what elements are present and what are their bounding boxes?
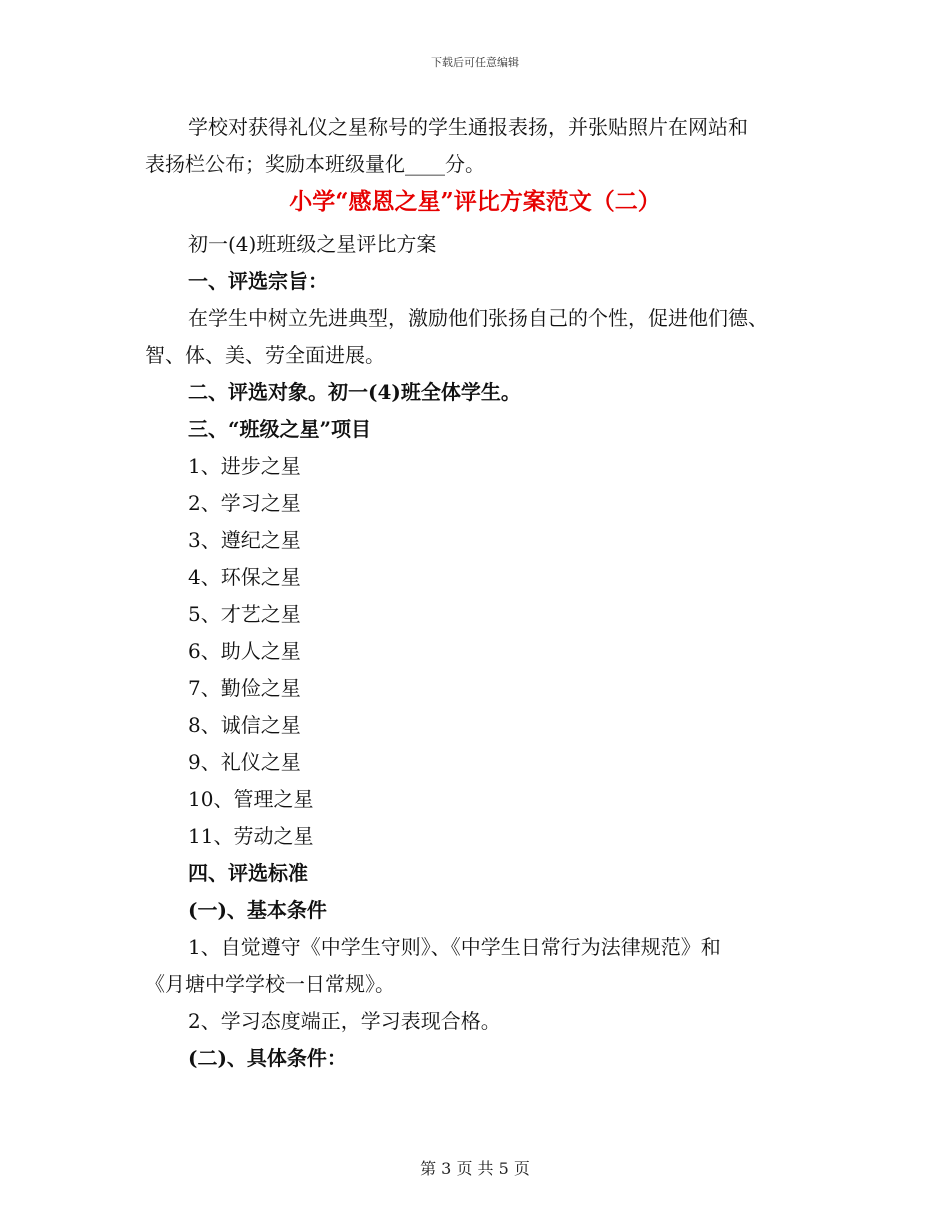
paragraph-line: 2、学习态度端正，学习表现合格。	[188, 1009, 501, 1033]
section-heading: 三、“班级之星”项目	[188, 417, 372, 441]
list-item: 8、诚信之星	[188, 713, 301, 737]
document-title: 小学“感恩之星”评比方案范文（二）	[289, 188, 661, 215]
page-footer: 第 3 页 共 5 页	[420, 1159, 530, 1178]
list-item: 5、才艺之星	[188, 602, 301, 626]
paragraph-line: 表扬栏公布；奖励本班级量化____分。	[145, 152, 485, 176]
subsection-heading: (二)、具体条件：	[188, 1046, 347, 1070]
subsection-heading: (一)、基本条件	[188, 898, 327, 922]
paragraph-line: 智、体、美、劳全面进展。	[145, 343, 385, 367]
list-item: 6、助人之星	[188, 639, 301, 663]
list-item: 3、遵纪之星	[188, 528, 301, 552]
list-item: 11、劳动之星	[188, 824, 314, 848]
section-heading: 二、评选对象。初一(4)班全体学生。	[188, 380, 521, 404]
paragraph-line: 学校对获得礼仪之星称号的学生通报表扬，并张贴照片在网站和	[188, 115, 748, 139]
list-item: 10、管理之星	[188, 787, 314, 811]
list-item: 2、学习之星	[188, 491, 301, 515]
subtitle: 初一(4)班班级之星评比方案	[188, 232, 437, 256]
section-heading: 四、评选标准	[188, 861, 308, 885]
list-item: 1、进步之星	[188, 454, 301, 478]
section-heading: 一、评选宗旨：	[188, 269, 328, 293]
paragraph-line: 1、自觉遵守《中学生守则》、《中学生日常行为法律规范》和	[188, 935, 721, 959]
paragraph-line: 在学生中树立先进典型，激励他们张扬自己的个性，促进他们德、	[188, 306, 768, 330]
page-header: 下载后可任意编辑	[431, 56, 519, 69]
list-item: 4、环保之星	[188, 565, 301, 589]
list-item: 9、礼仪之星	[188, 750, 301, 774]
paragraph-line: 《月塘中学学校一日常规》。	[145, 972, 395, 996]
list-item: 7、勤俭之星	[188, 676, 301, 700]
